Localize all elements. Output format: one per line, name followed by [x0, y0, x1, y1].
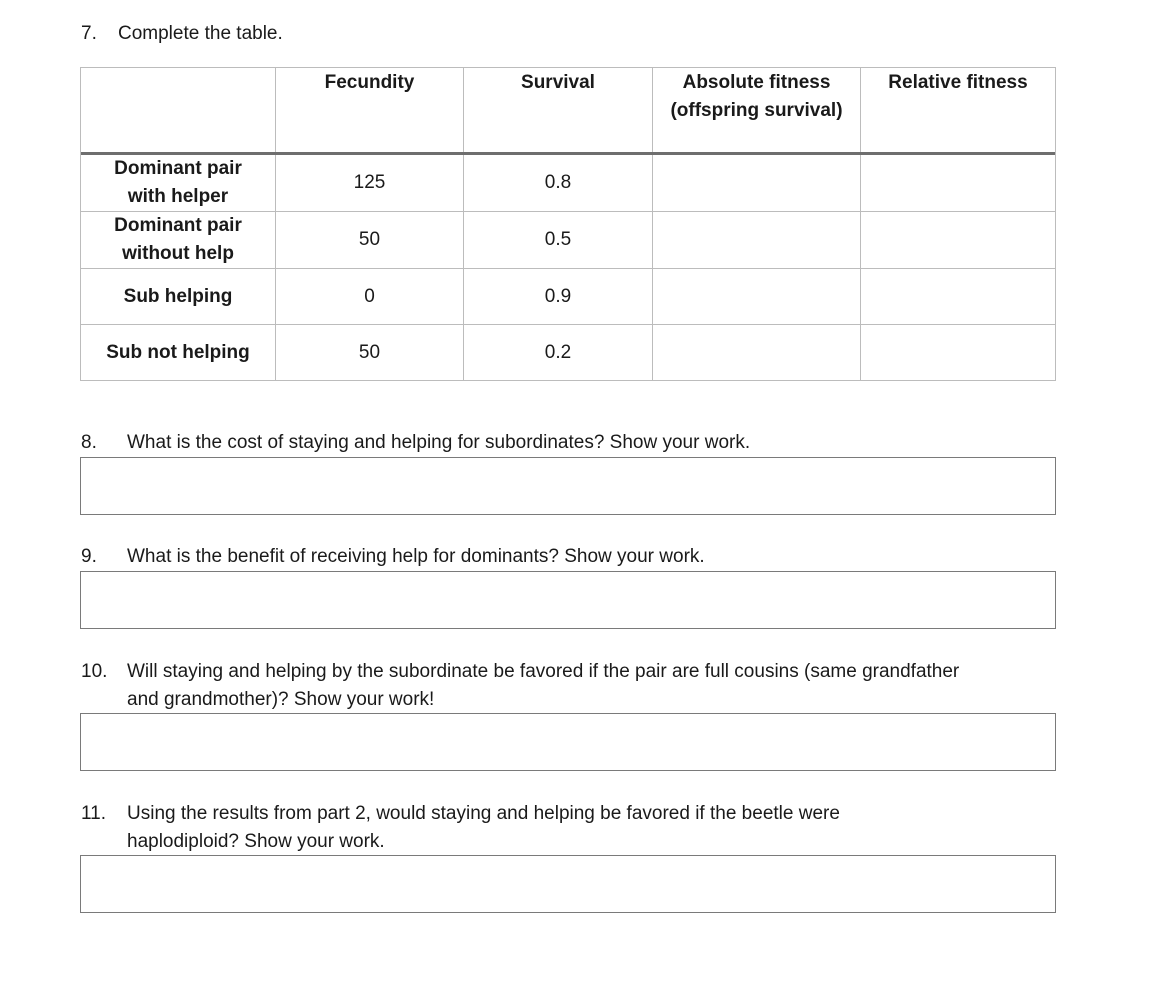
header-absolute-fitness-line1: Absolute fitness	[682, 72, 831, 93]
question-text-line2: and grandmother)? Show your work!	[127, 689, 435, 710]
header-empty-cell	[81, 68, 275, 152]
row-label-line1: Sub not helping	[106, 341, 250, 363]
question-number: 8.	[81, 432, 97, 453]
question-text-line2: haplodiploid? Show your work.	[127, 831, 385, 852]
header-survival: Survival	[521, 72, 595, 93]
cell-fecundity: 50	[358, 229, 381, 250]
cell-survival: 0.5	[544, 229, 572, 250]
cell-absolute-fitness[interactable]	[653, 155, 860, 211]
question-number: 9.	[81, 546, 97, 567]
cell-survival: 0.8	[544, 172, 572, 193]
row-label-dominant-pair-without-help	[81, 212, 275, 268]
question-text: Complete the table.	[118, 23, 283, 44]
cell-absolute-fitness[interactable]	[653, 325, 860, 380]
answer-box-8[interactable]	[80, 457, 1056, 515]
header-absolute-fitness	[653, 68, 860, 152]
header-absolute-fitness-line2: (offspring survival)	[670, 100, 843, 121]
header-fecundity: Fecundity	[324, 72, 415, 93]
row-label-line2: with helper	[127, 186, 229, 207]
question-number: 11.	[81, 803, 107, 824]
row-label-sub-helping	[81, 269, 275, 324]
question-11	[81, 800, 840, 828]
cell-relative-fitness[interactable]	[861, 269, 1055, 324]
question-10	[81, 658, 960, 686]
row-label-line1: Dominant pair	[114, 158, 242, 179]
row-label-line2: without help	[122, 243, 234, 264]
row-label-sub-not-helping	[81, 325, 275, 380]
cell-survival: 0.2	[544, 341, 572, 363]
cell-fecundity: 125	[353, 172, 386, 193]
cell-relative-fitness[interactable]	[861, 155, 1055, 211]
answer-box-10[interactable]	[80, 713, 1056, 771]
cell-relative-fitness[interactable]	[861, 212, 1055, 268]
question-9	[81, 543, 705, 571]
question-text: What is the cost of staying and helping for subordinates? Show your work.	[127, 432, 751, 453]
question-8	[81, 429, 751, 457]
answer-box-11[interactable]	[80, 855, 1056, 913]
cell-survival: 0.9	[544, 285, 572, 307]
answer-box-9[interactable]	[80, 571, 1056, 629]
question-text-line1: Will staying and helping by the subordinate be favored if the pair are full cousins (same grandfather	[127, 661, 960, 682]
cell-fecundity: 0	[364, 285, 375, 307]
row-label-line1: Dominant pair	[114, 215, 242, 236]
question-text-line1: Using the results from part 2, would staying and helping be favored if the beetle were	[127, 803, 840, 824]
question-7	[81, 20, 283, 48]
row-label-line1: Sub helping	[123, 285, 233, 307]
cell-fecundity: 50	[358, 341, 381, 363]
header-relative-fitness: Relative fitness	[888, 72, 1028, 93]
question-number: 10.	[81, 661, 108, 682]
cell-relative-fitness[interactable]	[861, 325, 1055, 380]
question-number: 7.	[81, 23, 97, 44]
cell-absolute-fitness[interactable]	[653, 269, 860, 324]
question-text: What is the benefit of receiving help for dominants? Show your work.	[127, 546, 705, 567]
fitness-table	[80, 67, 1056, 381]
cell-absolute-fitness[interactable]	[653, 212, 860, 268]
row-label-dominant-pair-with-helper	[81, 155, 275, 211]
